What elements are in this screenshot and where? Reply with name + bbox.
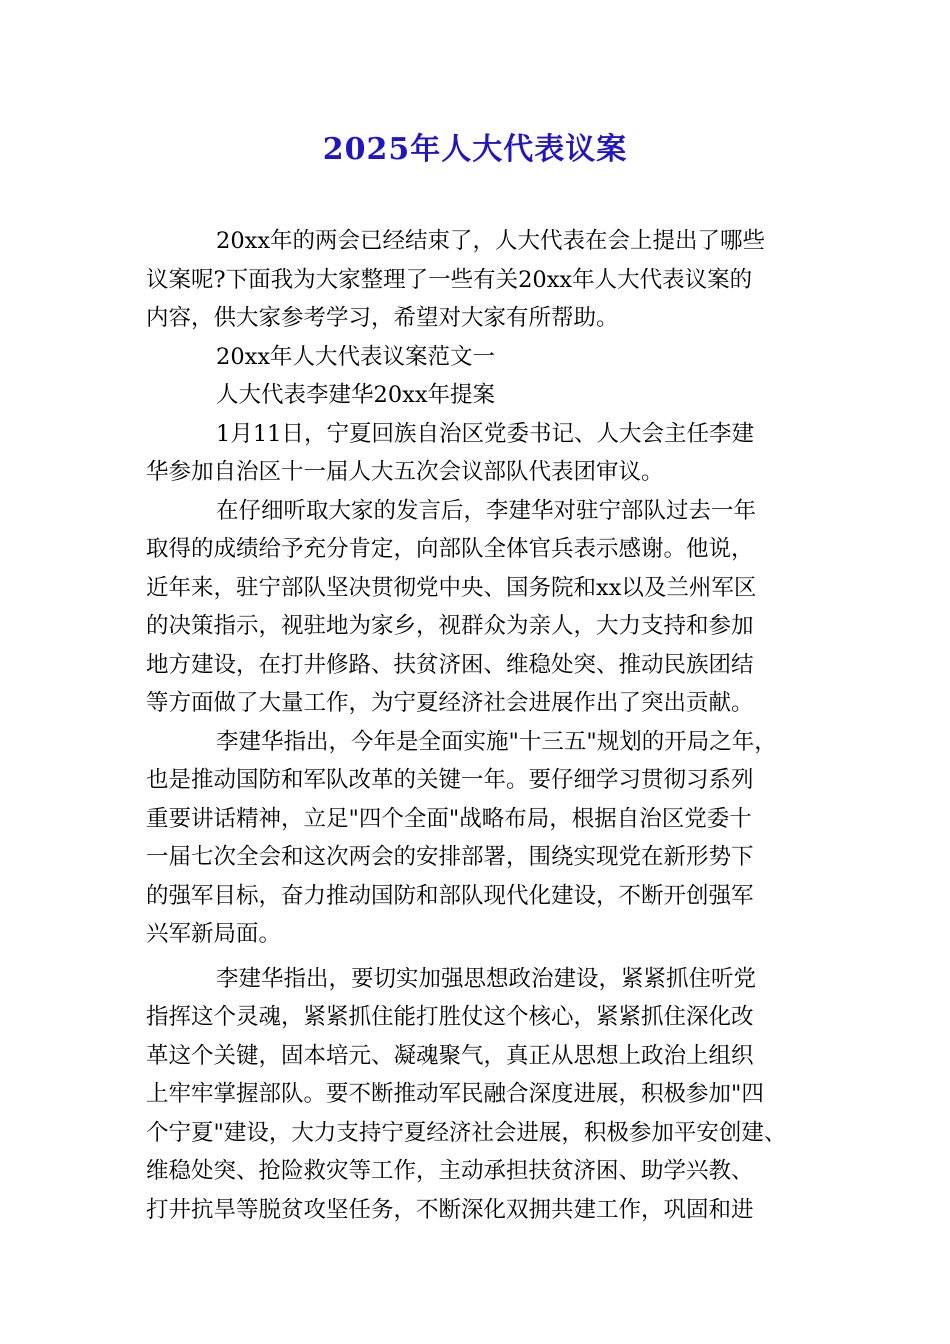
paragraph-subheading	[146, 376, 826, 415]
text-line: 李建华指出，要切实加强思想政治建设，紧紧抓住听党	[216, 965, 757, 992]
paragraph-political-building	[146, 960, 826, 1230]
paragraph-heading-sample	[146, 338, 826, 377]
text-line: 等方面做了大量工作，为宁夏经济社会进展作出了突出贡献。	[146, 690, 754, 716]
paragraph-date	[146, 415, 826, 492]
text-line: 议案呢?下面我为大家整理了一些有关20xx年人大代表议案的	[146, 266, 753, 293]
document-title: 2025年人大代表议案	[322, 132, 628, 167]
paragraph-achievements	[146, 492, 826, 723]
document-body	[146, 222, 826, 1229]
text-line: 取得的成绩给予充分肯定，向部队全体官兵表示感谢。他说，	[146, 536, 754, 562]
text-line: 地方建设，在打井修路、扶贫济困、维稳处突、推动民族团结	[146, 651, 754, 678]
text-line: 兴军新局面。	[146, 921, 282, 947]
text-line: 20xx年的两会已经结束了，人大代表在会上提出了哪些	[216, 228, 766, 254]
text-line: 人大代表李建华20xx年提案	[216, 382, 496, 408]
text-line: 上牢牢掌握部队。要不断推动军民融合深度进展，积极参加"四	[146, 1081, 764, 1107]
text-line: 1月11日，宁夏回族自治区党委书记、人大会主任李建	[216, 420, 754, 447]
text-line: 革这个关键，固本培元、凝魂聚气，真正从思想上政治上组织	[146, 1042, 754, 1069]
paragraph-plan	[146, 723, 826, 954]
text-line: 的强军目标，奋力推动国防和部队现代化建设，不断开创强军	[146, 882, 754, 909]
text-line: 维稳处突、抢险救灾等工作，主动承担扶贫济困、助学兴教、	[146, 1158, 754, 1184]
text-line: 华参加自治区十一届人大五次会议部队代表团审议。	[146, 459, 664, 485]
text-line: 指挥这个灵魂，紧紧抓住能打胜仗这个核心，紧紧抓住深化改	[146, 1004, 754, 1030]
text-line: 个宁夏"建设，大力支持宁夏经济社会进展，积极参加平安创建、	[146, 1119, 787, 1146]
text-line: 的决策指示，视驻地为家乡，视群众为亲人，大力支持和参加	[146, 613, 754, 639]
text-line: 打井抗旱等脱贫攻坚任务，不断深化双拥共建工作，巩固和进	[146, 1196, 754, 1223]
text-line: 重要讲话精神，立足"四个全面"战略布局，根据自治区党委十	[146, 805, 752, 832]
text-line: 在仔细听取大家的发言后，李建华对驻宁部队过去一年	[216, 497, 757, 524]
paragraph-intro	[146, 222, 826, 338]
text-line: 近年来，驻宁部队坚决贯彻党中央、国务院和xx以及兰州军区	[146, 574, 757, 601]
text-line: 也是推动国防和军队改革的关键一年。要仔细学习贯彻习系列	[146, 767, 754, 793]
text-line: 李建华指出，今年是全面实施"十三五"规划的开局之年，	[216, 728, 777, 755]
text-line: 内容，供大家参考学习，希望对大家有所帮助。	[146, 305, 619, 331]
text-line: 20xx年人大代表议案范文一	[216, 343, 496, 370]
text-line: 一届七次全会和这次两会的安排部署，围绕实现党在新形势下	[146, 844, 754, 870]
